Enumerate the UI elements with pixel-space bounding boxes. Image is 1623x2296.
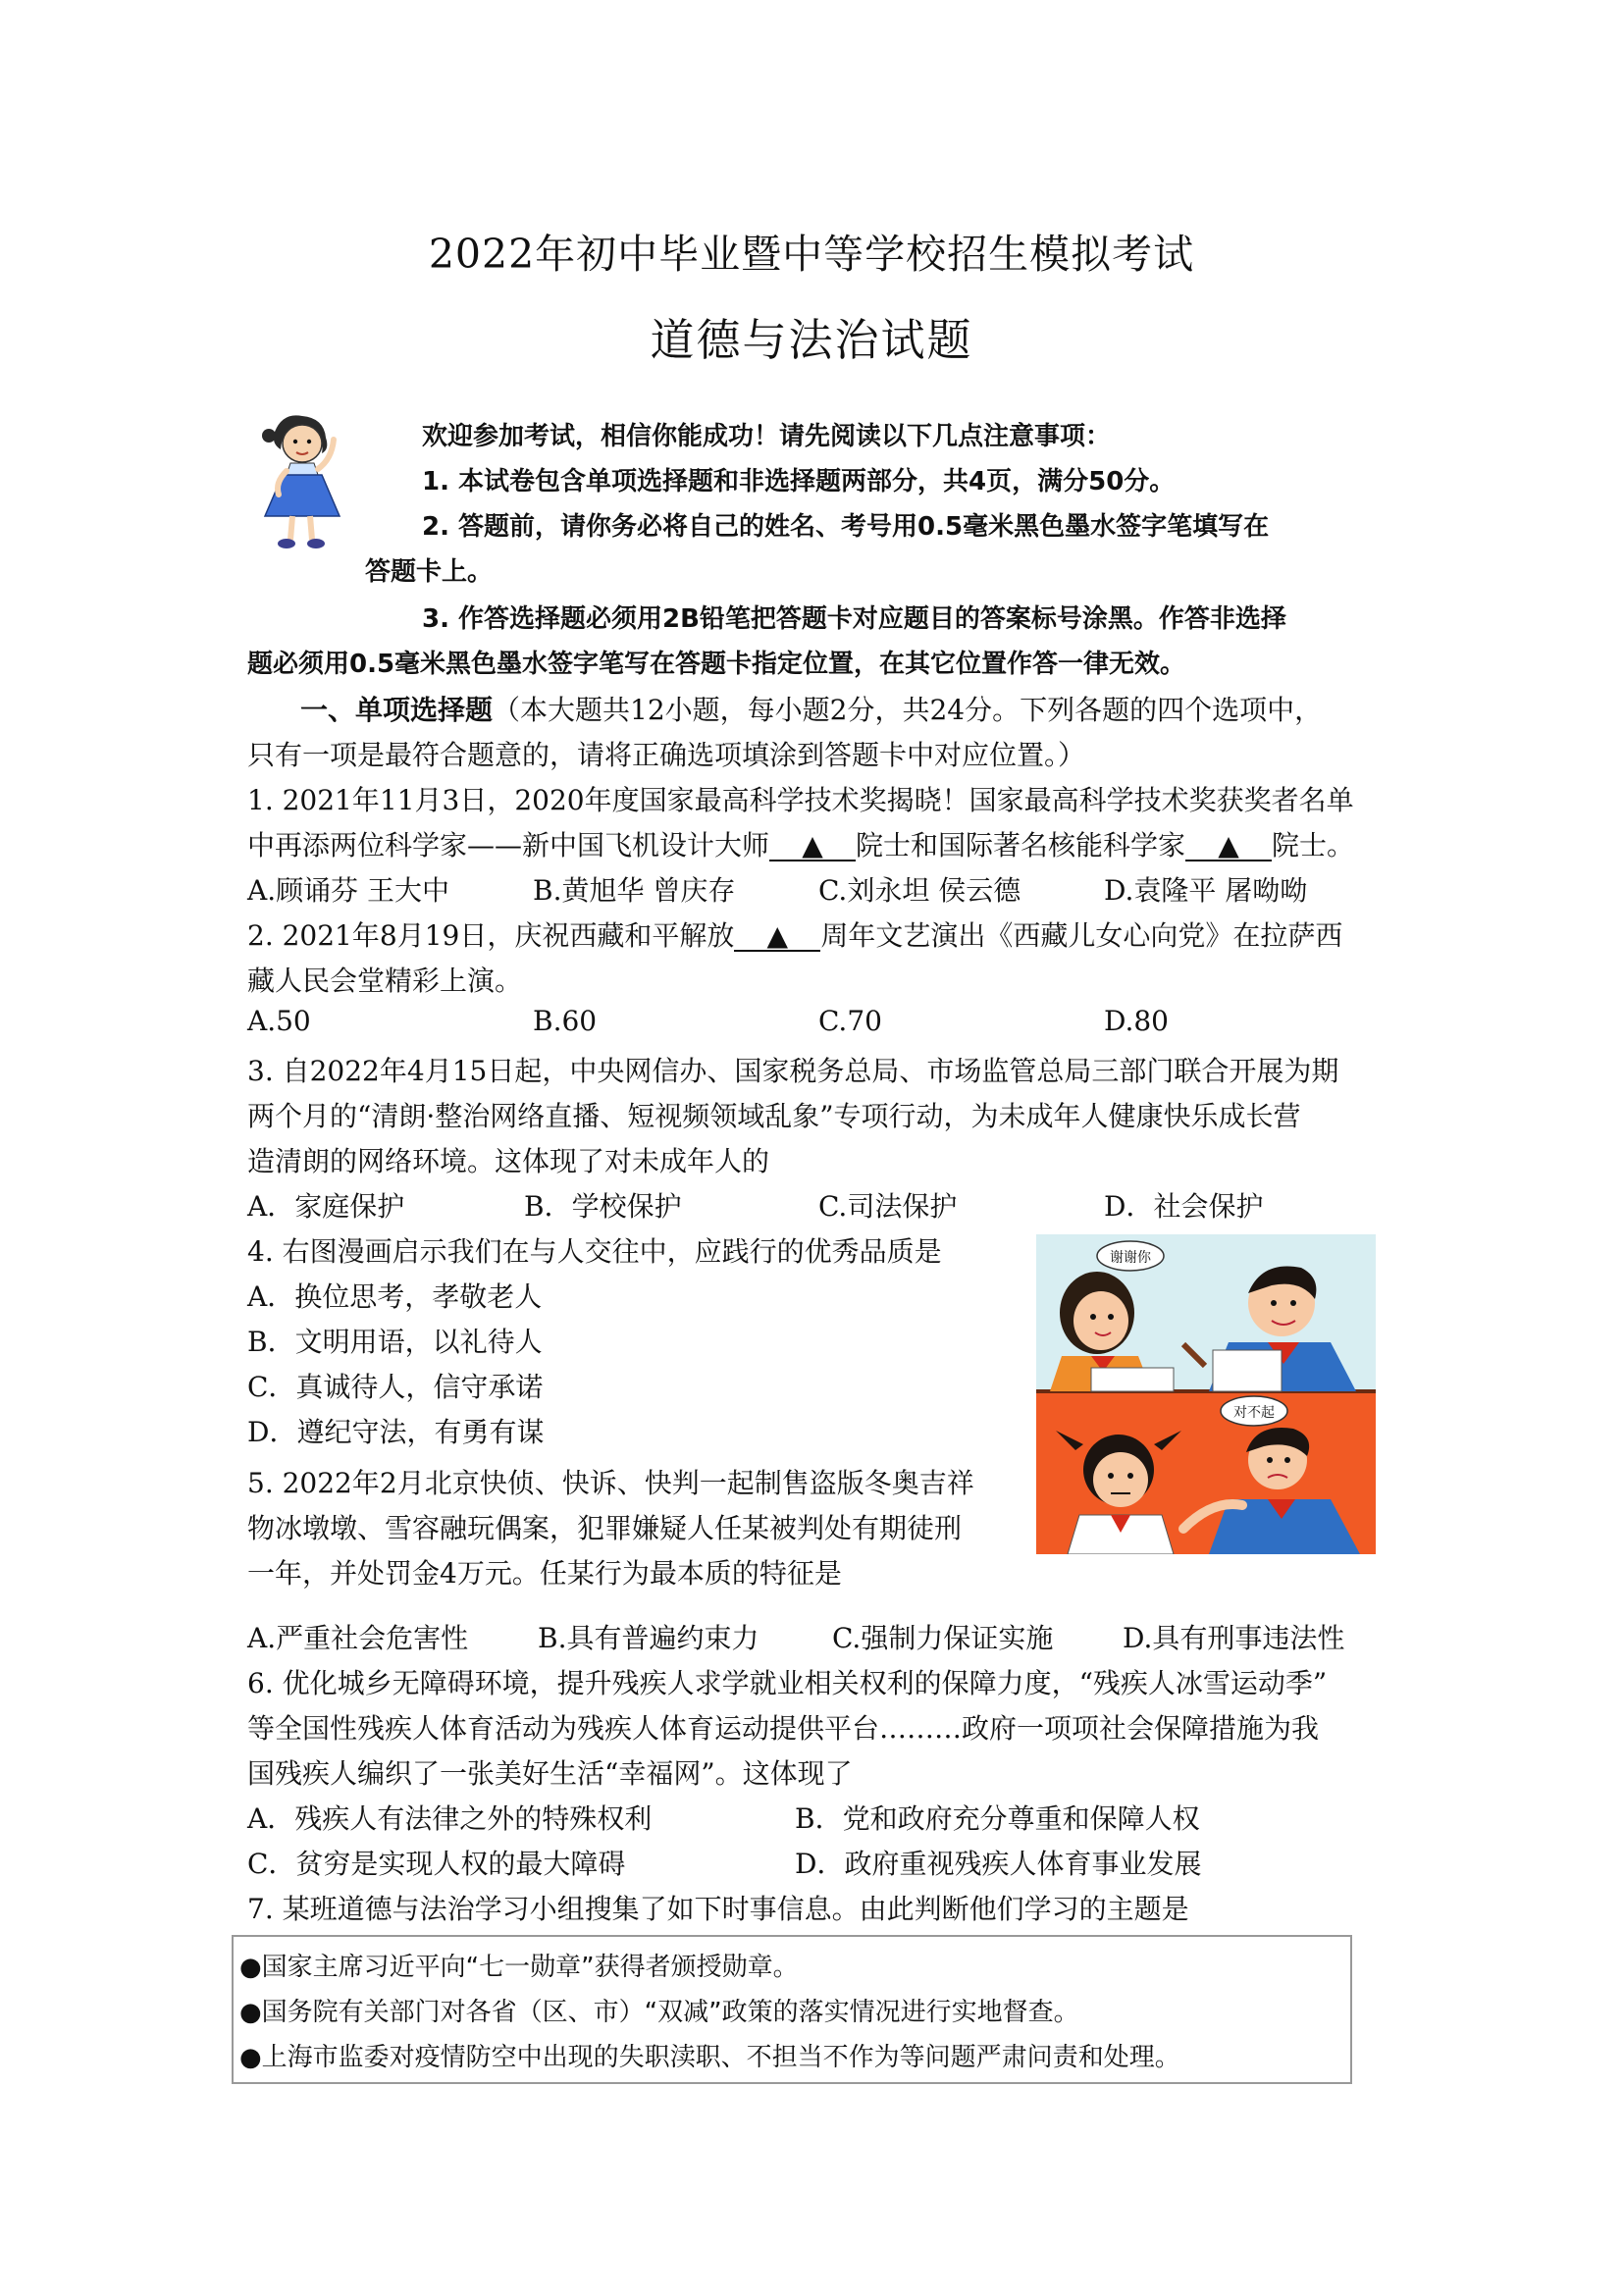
q5-option-d: D.具有刑事违法性 [1123, 1622, 1345, 1654]
q7-info-item: ●国家主席习近平向“七一勋章”获得者颁授勋章。 [239, 1953, 799, 1982]
notice-item-2: 2. 答题前，请你务必将自己的姓名、考号用0.5毫米黑色墨水签字笔填写在 [422, 512, 1270, 542]
section-heading: 一、单项选择题 [300, 694, 494, 726]
section-desc: （本大题共12小题，每小题2分，共24分。下列各题的四个选项中， [493, 694, 1323, 726]
q5-option-a: A.严重社会危害性 [247, 1622, 469, 1654]
q2-text-b: 周年文艺演出《西藏儿女心向党》在拉萨西 [820, 919, 1343, 952]
q2-option-a: A.50 [247, 1005, 311, 1037]
q7-info-item: ●国务院有关部门对各省（区、市）“双减”政策的落实情况进行实地督查。 [239, 1998, 1079, 2027]
q6-line2: 等全国性残疾人体育活动为残疾人体育运动提供平台………政府一项项社会保障措施为我 [247, 1712, 1320, 1745]
section-desc-cont: 只有一项是最符合题意的，请将正确选项填涂到答题卡中对应位置。） [247, 739, 1086, 771]
q2-text-a: 2. 2021年8月19日，庆祝西藏和平解放 [247, 919, 735, 952]
section-header [300, 689, 1322, 728]
comic-illustration [1036, 1234, 1376, 1554]
q4-line1: 4. 右图漫画启示我们在与人交往中，应践行的优秀品质是 [247, 1235, 942, 1268]
exam-title: 2022年初中毕业暨中等学校招生模拟考试 [428, 231, 1195, 278]
notice-item-3-cont: 题必须用0.5毫米黑色墨水签字笔写在答题卡指定位置，在其它位置作答一律无效。 [247, 650, 1186, 679]
q2-option-b: B.60 [533, 1005, 598, 1037]
comic-thanks-label: 谢谢你 [1110, 1250, 1151, 1266]
q1-line2 [247, 824, 1354, 863]
q4-option-a: A．换位思考，孝敬老人 [247, 1280, 543, 1313]
q3-line2: 两个月的“清朗·整治网络直播、短视频领域乱象”专项行动，为未成年人健康快乐成长营 [247, 1100, 1301, 1132]
q5-line2: 物冰墩墩、雪容融玩偶案，犯罪嫌疑人任某被判处有期徒刑 [247, 1512, 963, 1544]
q1-option-a: A.顾诵芬 王大中 [247, 874, 450, 907]
exam-subject: 道德与法治试题 [650, 314, 973, 366]
q5-option-c: C.强制力保证实施 [832, 1622, 1054, 1654]
q2-option-c: C.70 [818, 1005, 882, 1037]
q7-info-item: ●上海市监委对疫情防空中出现的失职渎职、不担当不作为等问题严肃问责和处理。 [239, 2043, 1180, 2072]
q4-option-d: D．遵纪守法，有勇有谋 [247, 1416, 545, 1448]
q3-option-d: D．社会保护 [1104, 1190, 1264, 1223]
q5-line3: 一年，并处罚金4万元。任某行为最本质的特征是 [247, 1557, 842, 1590]
q1-text-a: 中再添两位科学家——新中国飞机设计大师 [247, 829, 770, 861]
q3-option-a: A．家庭保护 [247, 1190, 405, 1223]
answer-blank: ▲ [1185, 832, 1272, 861]
q1-text-b: 院士和国际著名核能科学家 [856, 829, 1186, 861]
q6-option-d: D．政府重视残疾人体育事业发展 [795, 1848, 1202, 1880]
answer-blank: ▲ [769, 832, 856, 861]
q4-option-b: B．文明用语，以礼待人 [247, 1326, 543, 1358]
q2-line1 [247, 914, 1342, 954]
comic-sorry-label: 对不起 [1233, 1405, 1275, 1421]
q1-line1: 1. 2021年11月3日，2020年度国家最高科学技术奖揭晓！国家最高科学技术奖获奖者名单 [247, 784, 1354, 816]
q5-option-b: B.具有普遍约束力 [538, 1622, 759, 1654]
q4-option-c: C．真诚待人，信守承诺 [247, 1371, 544, 1403]
answer-blank: ▲ [734, 922, 820, 952]
q3-line3: 造清朗的网络环境。这体现了对未成年人的 [247, 1145, 770, 1177]
q2-option-d: D.80 [1104, 1005, 1169, 1037]
q1-option-d: D.袁隆平 屠呦呦 [1104, 874, 1308, 907]
girl-illustration [253, 410, 347, 553]
q3-option-c: C.司法保护 [818, 1190, 958, 1223]
q6-line1: 6. 优化城乡无障碍环境，提升残疾人求学就业相关权利的保障力度，“残疾人冰雪运动季” [247, 1667, 1328, 1699]
q3-option-b: B．学校保护 [524, 1190, 682, 1223]
q5-line1: 5. 2022年2月北京快侦、快诉、快判一起制售盗版冬奥吉祥 [247, 1467, 974, 1499]
q6-line3: 国残疾人编织了一张美好生活“幸福网”。这体现了 [247, 1757, 853, 1790]
q2-line2: 藏人民会堂精彩上演。 [247, 965, 523, 997]
q1-option-c: C.刘永坦 侯云德 [818, 874, 1021, 907]
q6-option-c: C．贫穷是实现人权的最大障碍 [247, 1848, 626, 1880]
notice-item-1: 1. 本试卷包含单项选择题和非选择题两部分，共4页，满分50分。 [422, 467, 1176, 496]
notice-intro: 欢迎参加考试，相信你能成功！请先阅读以下几点注意事项： [422, 422, 1112, 451]
q7-info-box [232, 1935, 1352, 2084]
q1-option-b: B.黄旭华 曾庆存 [533, 874, 736, 907]
notice-item-3: 3. 作答选择题必须用2B铅笔把答题卡对应题目的答案标号涂黑。作答非选择 [422, 604, 1286, 634]
notice-item-2-cont: 答题卡上。 [365, 557, 494, 587]
q6-option-a: A．残疾人有法律之外的特殊权利 [247, 1802, 653, 1835]
q3-line1: 3. 自2022年4月15日起，中央网信办、国家税务总局、市场监管总局三部门联合开展为期 [247, 1055, 1339, 1087]
q1-text-c: 院士。 [1272, 829, 1355, 861]
q6-option-b: B．党和政府充分尊重和保障人权 [795, 1802, 1200, 1835]
q7-line1: 7. 某班道德与法治学习小组搜集了如下时事信息。由此判断他们学习的主题是 [247, 1893, 1189, 1925]
